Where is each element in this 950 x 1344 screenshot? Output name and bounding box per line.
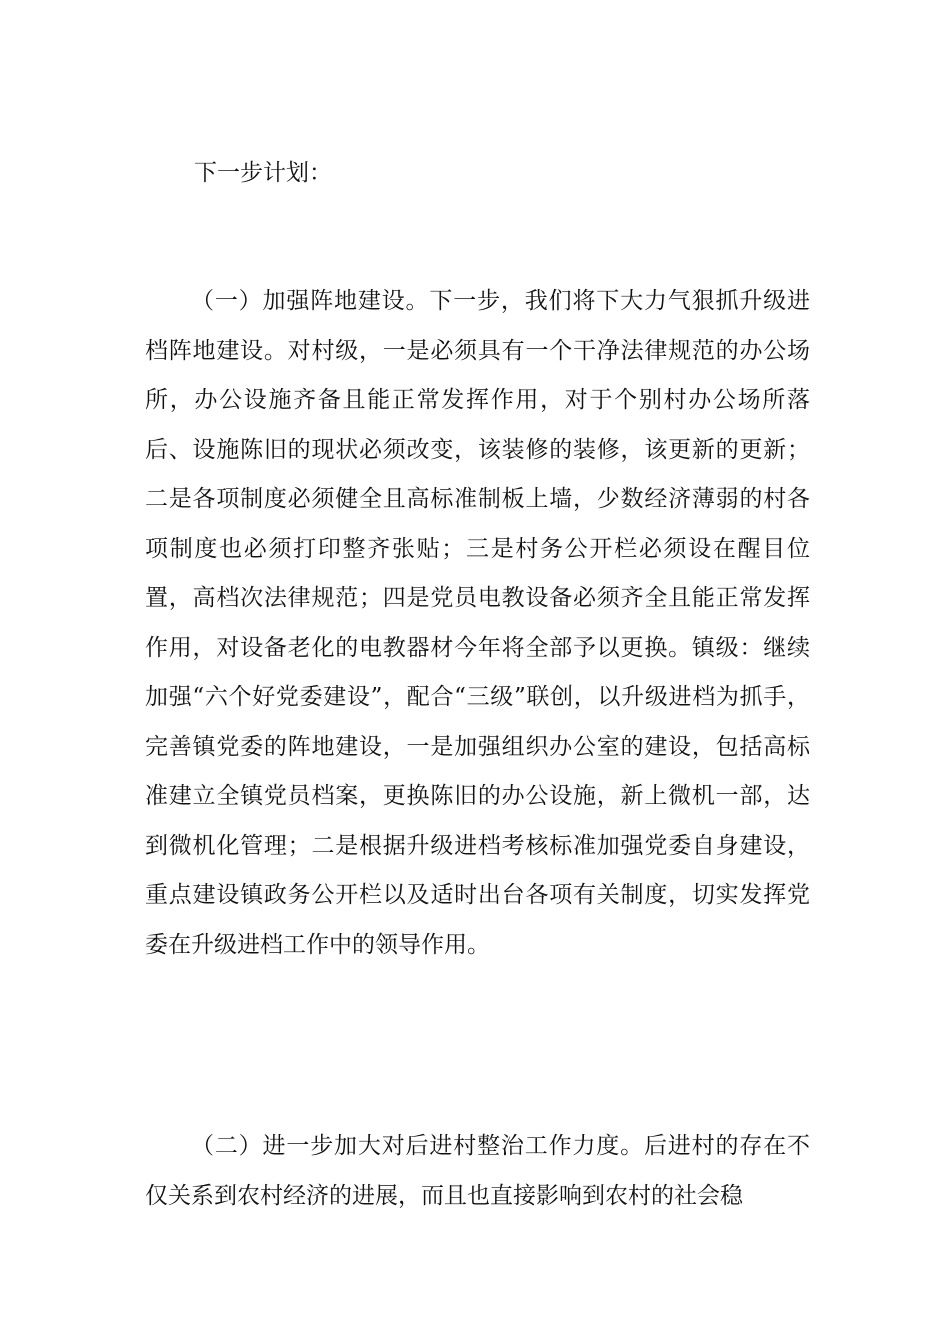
section-heading: 下一步计划： (194, 160, 332, 186)
paragraph-position-building: （一）加强阵地建设。下一步，我们将下大力气狠抓升级进档阵地建设。对村级，一是必须具有一个干净法律规范的办公场所，办公设施齐备且能正常发挥作用，对于个别村办公场所落后、设施陈旧的现状必须改变，该装修的装修，该更新的更新；二是各项制度必须健全且高标准制板上墙，少数经济薄弱的村各项制度也必须打印整齐张贴；三是村务公开栏必须设在醒目位置，高档次法律规范；四是党员电教设备必须齐全且能正常发挥作用，对设备老化的电教器材今年将全部予以更换。镇级：继续加强“六个好党委建设”，配合“三级”联创，以升级进档为抓手，完善镇党委的阵地建设，一是加强组织办公室的建设，包括高标准建立全镇党员档案，更换陈旧的办公设施，新上微机一部，达到微机化管理；二是根据升级进档考核标准加强党委自身建设，重点建设镇政务公开栏以及适时出台各项有关制度，切实发挥党委在升级进档工作中的领导作用。 (145, 288, 810, 958)
paragraph-backward-village: （二）进一步加大对后进村整治工作力度。后进村的存在不仅关系到农村经济的进展，而且也直接影响到农村的社会稳 (145, 1133, 810, 1209)
